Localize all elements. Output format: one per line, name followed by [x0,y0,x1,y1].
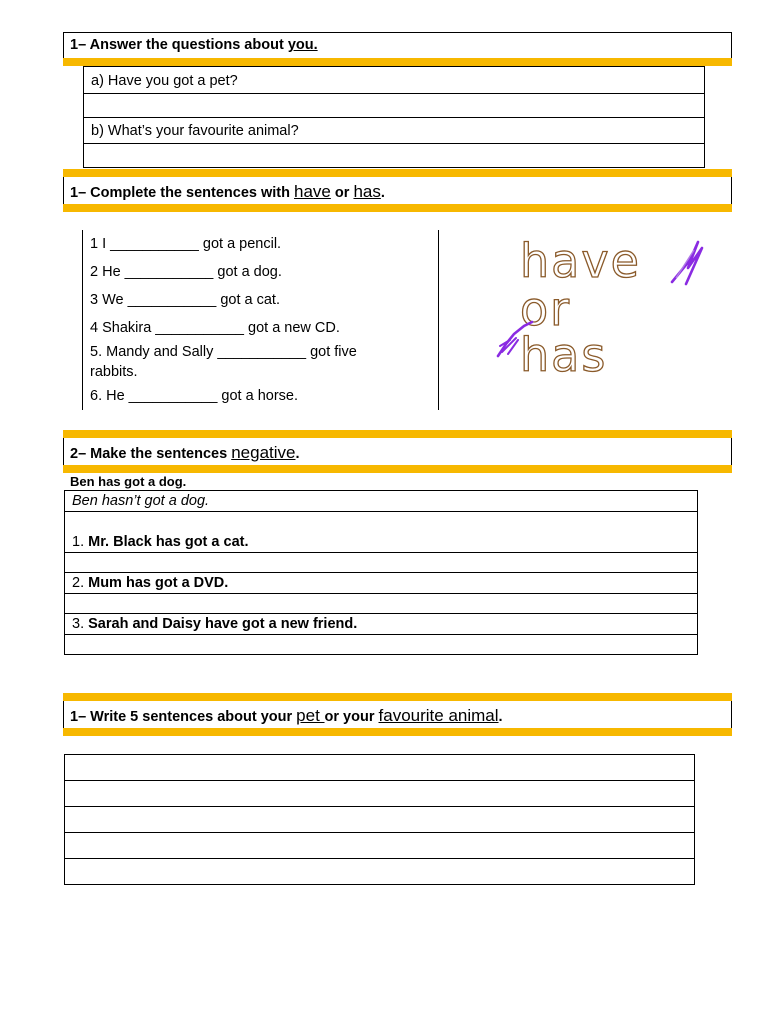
writing-line-4[interactable] [64,832,695,859]
negative-table [64,490,698,655]
section1-title-emph: you. [287,37,318,53]
section3-top-bar [63,430,732,438]
section1-title: 1– Answer the questions about you. [70,37,318,53]
sentence-5-cont: rabbits. [90,364,138,380]
section2-bottom-bar [63,204,732,212]
fill-in-column-left-border [82,230,83,410]
sentence-2: 2 He ___________ got a dog. [90,264,282,280]
section4-bottom-bar [63,728,732,736]
item-2-answer-field[interactable] [64,593,698,614]
arrow-scribble-icon [494,318,538,360]
section3-title: 2– Make the sentences negative. [70,443,300,462]
wordart-have: have [520,234,641,288]
answer-a-field[interactable] [83,93,705,118]
question-a: a) Have you got a pet? [83,66,705,94]
sentence-1: 1 I ___________ got a pencil. [90,236,282,252]
example-answer: Ben hasn’t got a dog. [64,490,698,512]
sentence-3: 3 We ___________ got a cat. [90,292,280,308]
item-1-row: 1. Mr. Black has got a cat. [64,511,698,553]
answer-b-field[interactable] [83,143,705,168]
question-b: b) What’s your favourite animal? [83,117,705,144]
section2-top-bar [63,169,732,177]
section3-bottom-bar [63,465,732,473]
writing-line-3[interactable] [64,806,695,833]
sentence-6: 6. He ___________ got a horse. [90,388,298,404]
section1-accent-bar [63,58,732,66]
wordart-has: has [520,328,608,382]
writing-lines-table [64,754,695,885]
item-3-row: 3. Sarah and Daisy have got a new friend. [64,613,698,635]
item-2-row: 2. Mum has got a DVD. [64,572,698,594]
wordart-or: or [520,282,572,336]
sentence-5: 5. Mandy and Sally ___________ got five [90,344,357,360]
writing-line-2[interactable] [64,780,695,807]
item-3-answer-field[interactable] [64,634,698,655]
writing-line-5[interactable] [64,858,695,885]
sentence-4: 4 Shakira ___________ got a new CD. [90,320,340,336]
checkmark-scribble-icon [668,238,708,288]
item-1-answer-field[interactable] [64,552,698,573]
section4-title: 1– Write 5 sentences about your pet or your favourite animal. [70,706,503,725]
section4-top-bar [63,693,732,701]
writing-line-1[interactable] [64,754,695,781]
example-prompt: Ben has got a dog. [70,474,187,489]
fill-in-column-right-border [438,230,439,410]
section2-title: 1– Complete the sentences with have or has. [70,182,385,201]
questions-table [83,66,705,168]
